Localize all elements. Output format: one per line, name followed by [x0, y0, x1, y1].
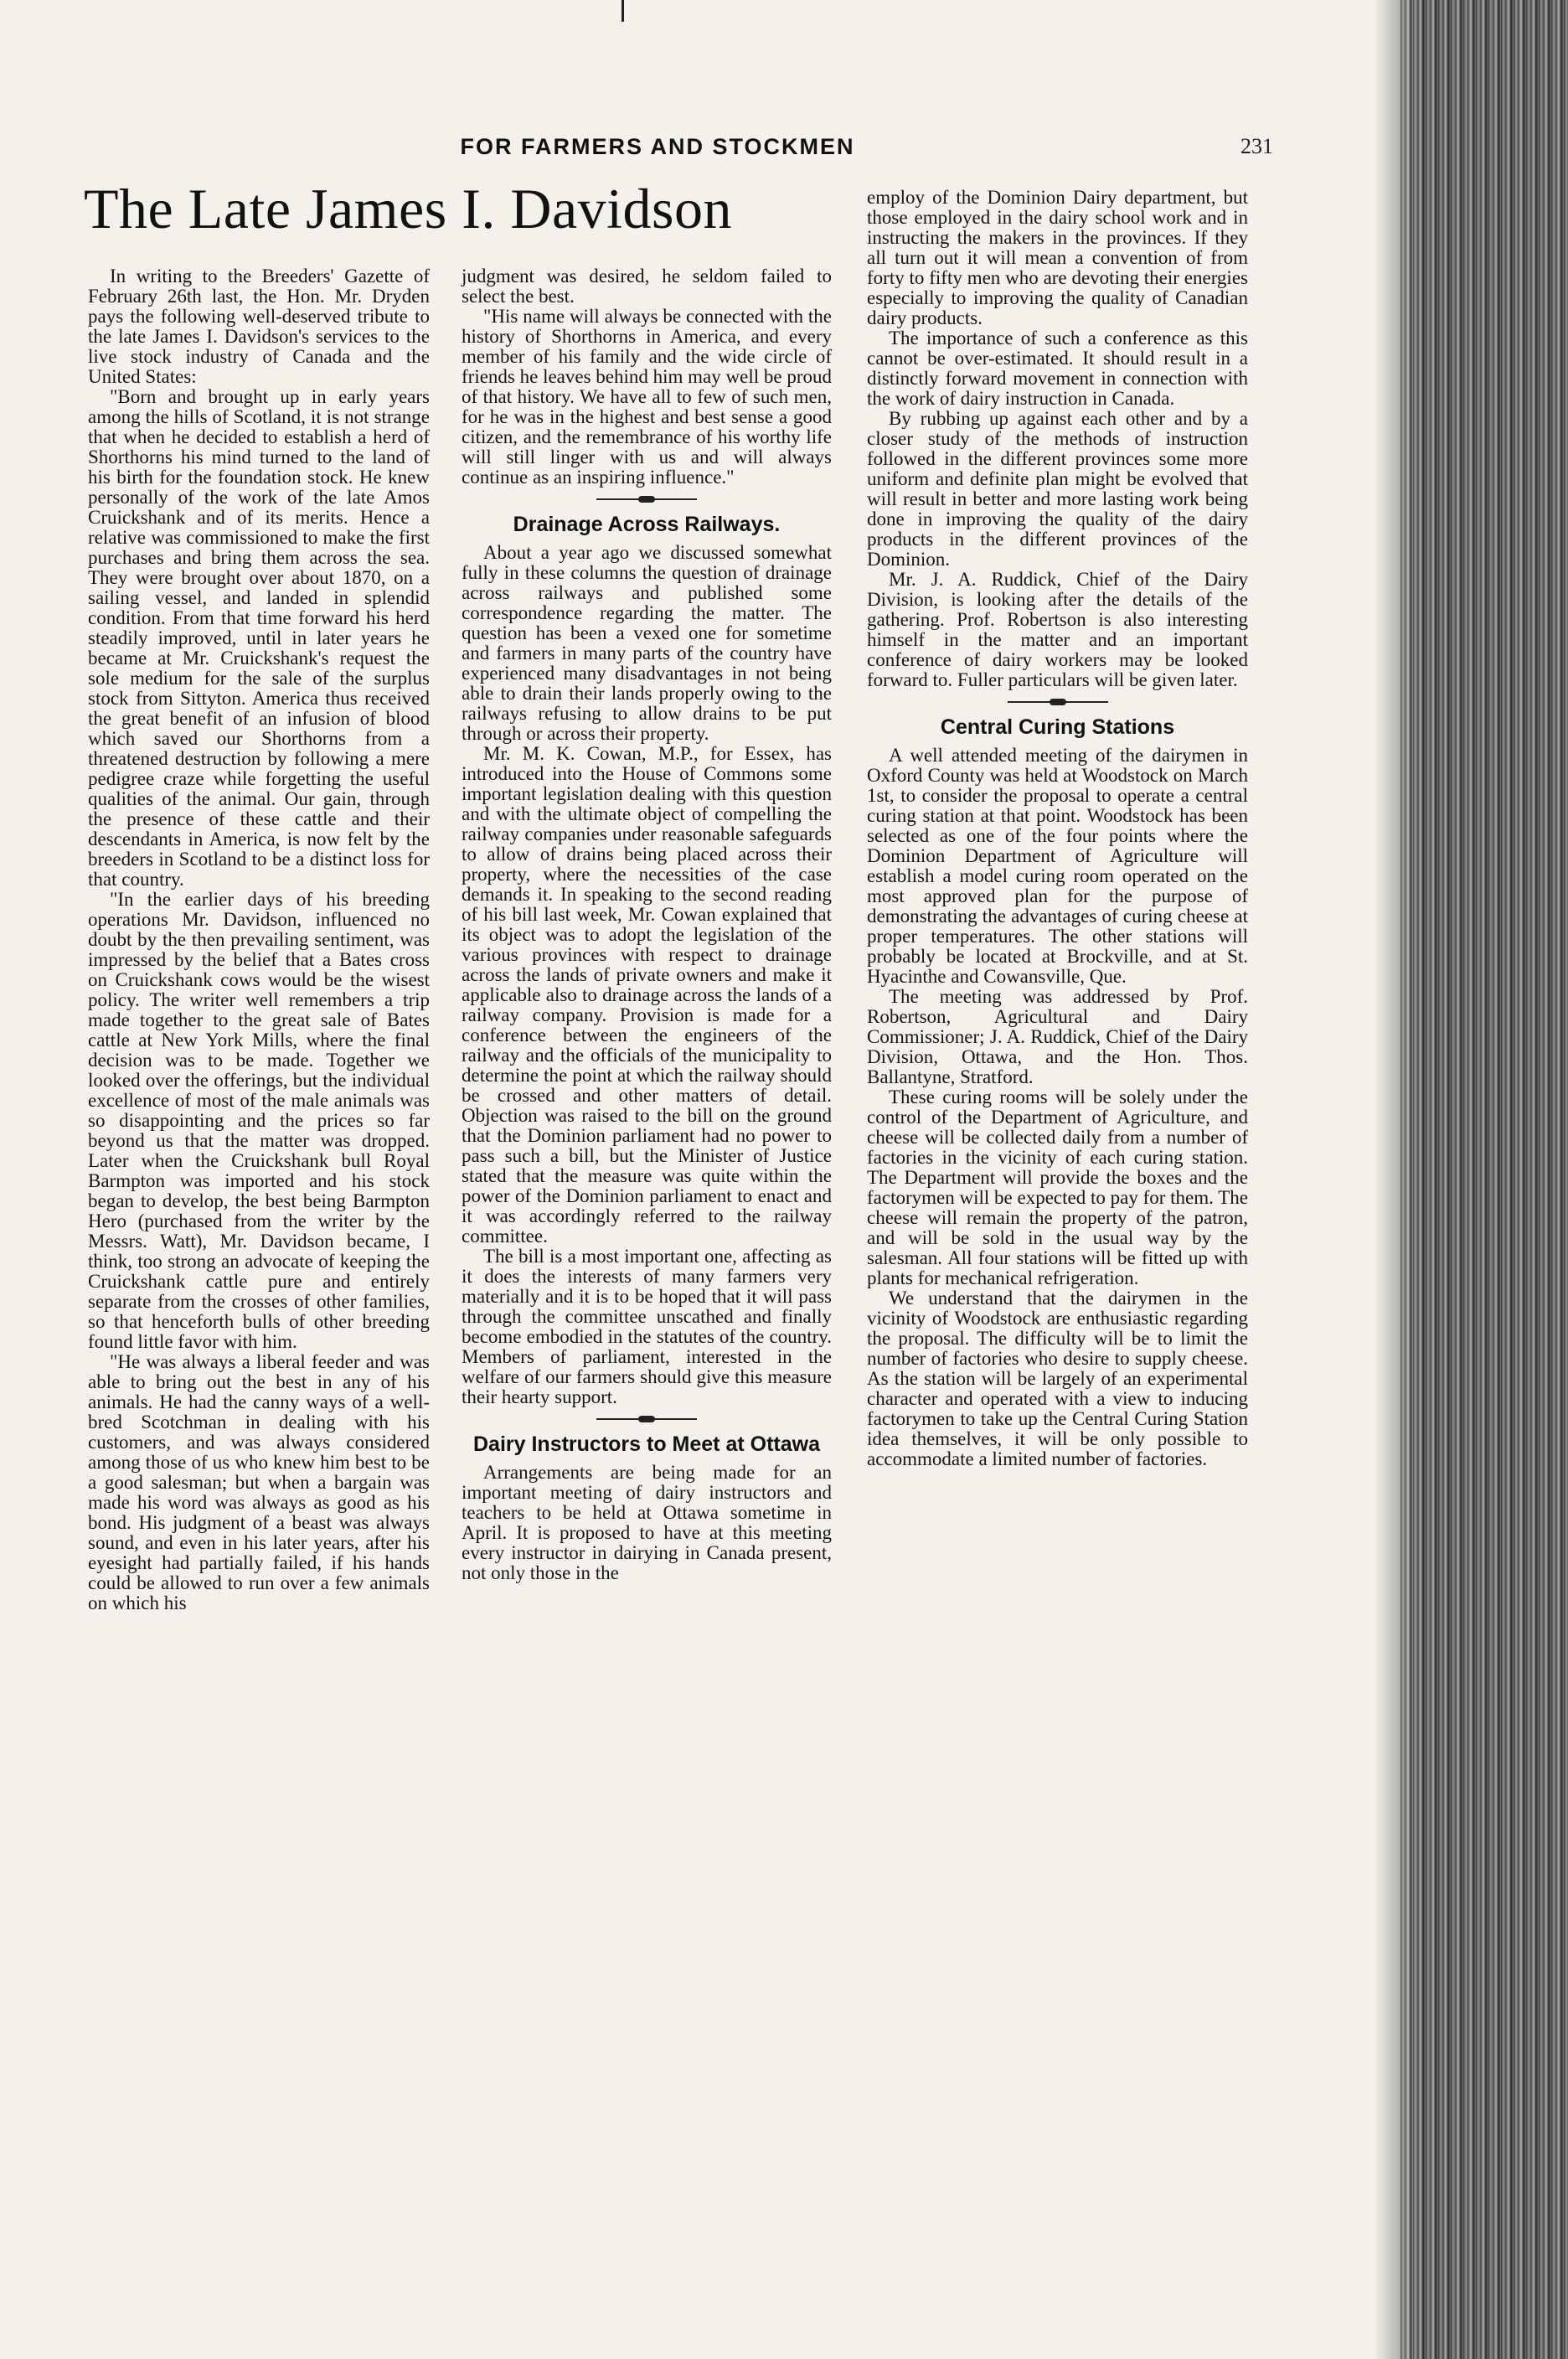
column-1 [88, 266, 430, 1613]
paragraph: judgment was desired, he seldom failed to select the best. [462, 266, 832, 307]
paragraph: These curing rooms will be solely under the control of the Department of Agriculture, and cheese will be collected daily from a number of factories in the vicinity of each curing station. The Department will provide the boxes and the factorymen will be expected to pay for them. The cheese will remain the property of the patron, and will be sold in the usual way by the salesman. All four stations will be fitted up with plants for mechanical refrigeration. [867, 1087, 1248, 1288]
page-number: 231 [1240, 134, 1273, 158]
paragraph: By rubbing up against each other and by a closer study of the methods of instruction followed in the different provinces some more uniform and definite plan might be evolved that will result in better and more lasting work being done in improving the quality of the dairy products in the different provinces of the Dominion. [867, 408, 1248, 570]
paragraph: Arrangements are being made for an important meeting of dairy instructors and teachers to be held at Ottawa sometime in April. It is proposed to have at this meeting every instructor in dairying in Canada present, not only those in the [462, 1462, 832, 1583]
column-3 [867, 188, 1248, 1469]
paragraph: Mr. J. A. Ruddick, Chief of the Dairy Division, is looking after the details of the gathering. Prof. Robertson is also interesting himself in the matter and an important conference of dairy workers may be looked forward to. Fuller particulars will be given later. [867, 569, 1248, 690]
paragraph: The bill is a most important one, affecting as it does the interests of many farmers very materially and it is to be hoped that it will pass through the committee unscathed and finally become embodied in the statutes of the country. Members of parliament, interested in the welfare of our farmers should give this measure their hearty support. [462, 1246, 832, 1407]
article-title: The Late James I. Davidson [84, 177, 732, 240]
paragraph: "Born and brought up in early years among the hills of Scotland, it is not strange that when he decided to establish a herd of Shorthorns his mind turned to the land of his birth for the foundation stock. He knew personally of the work of the late Amos Cruickshank and of its merits. Hence a relative was commissioned to make the first purchases and bring them across the sea. They were brought over about 1870, on a sailing vessel, and landed in splendid condition. From that time forward his herd steadily improved, until in later years he became at Mr. Cruickshank's request the sole medium for the sale of the surplus stock from Sittyton. America thus received the great benefit of an infusion of blood which saved our Shorthorns from a threatened destruction by following a mere pedigree craze while forgetting the useful qualities of the animal. Our gain, through the presence of these cattle and their descendants in America, is now felt by the breeders in Scotland to be a distinct loss for that country. [88, 386, 430, 890]
scan-mark [622, 0, 624, 22]
heading-drainage: Drainage Across Railways. [513, 513, 781, 536]
paragraph: We understand that the dairymen in the vicinity of Woodstock are enthusiastic regarding the proposal. The difficulty will be to limit the number of factories who desire to supply cheese. As the station will be largely of an experimental character and operated with a view to inducing factorymen to take up the Central Curing Station idea themselves, it will be only possible to accommodate a limited number of factories. [867, 1288, 1248, 1469]
section-divider [596, 1416, 697, 1422]
section-divider [1008, 699, 1108, 705]
paragraph: "His name will always be connected with the history of Shorthorns in America, and every member of his family and the wide circle of friends he leaves behind him may well be proud of that history. We have all to few of such men, for he was in the highest and best sense a good citizen, and the remembrance of his worthy life will still linger with us and will always continue as an inspiring influence." [462, 306, 832, 488]
paragraph: "He was always a liberal feeder and was able to bring out the best in any of his animals. He had the canny ways of a well-bred Scotchman in dealing with his customers, and was always considered among those of us who knew him best to be a good salesman; but when a bargain was made his word was always as good as his bond. His judgment of a beast was always sound, and even in his later years, after his eyesight had partially failed, if his hands could be allowed to run over a few animals on which his [88, 1351, 430, 1613]
paragraph: The meeting was addressed by Prof. Robertson, Agricultural and Dairy Commissioner; J. A. Ruddick, Chief of the Dairy Division, Ottawa, and the Hon. Thos. Ballantyne, Stratford. [867, 986, 1248, 1087]
paragraph: A well attended meeting of the dairymen in Oxford County was held at Woodstock on March 1st, to consider the proposal to operate a central curing station at that point. Woodstock has been selected as one of the four points where the Dominion Department of Agriculture will establish a model curing room operated on the most approved plan for the purpose of demonstrating the advantages of curing cheese at proper temperatures. The other stations will probably be located at Brockville, and at St. Hyacinthe and Cowansville, Que. [867, 745, 1248, 987]
paragraph: Mr. M. K. Cowan, M.P., for Essex, has introduced into the House of Commons some important legislation dealing with this question and with the ultimate object of compelling the railway companies under reasonable safeguards to allow of drains being placed across their property, where the necessities of the case demands it. In speaking to the second reading of his bill last week, Mr. Cowan explained that its object was to adopt the legislation of the various provinces with respect to drainage across the lands of private owners and make it applicable also to drainage across the lands of a railway company. Provision is made for a conference between the engineers of the railway and the officials of the municipality to determine the point at which the railway should be crossed and other matters of detail. Objection was raised to the bill on the ground that the Dominion parliament had no power to pass such a bill, but the Minister of Justice stated that the measure was quite within the power of the Dominion parliament to enact and it was accordingly referred to the railway committee. [462, 743, 832, 1247]
paragraph: employ of the Dominion Dairy department, but those employed in the dairy school work and in instructing the makers in the provinces. If they all turn out it will mean a convention of from forty to fifty men who are devoting their energies especially to improving the quality of Canadian dairy products. [867, 187, 1248, 328]
running-head: FOR FARMERS AND STOCKMEN [460, 134, 855, 159]
paragraph: The importance of such a conference as this cannot be over-estimated. It should result in a distinctly forward movement in connection with the work of dairy instruction in Canada. [867, 328, 1248, 409]
paragraph: In writing to the Breeders' Gazette of February 26th last, the Hon. Mr. Dryden pays the following well-deserved tribute to the late James I. Davidson's services to the live stock industry of Canada and the United States: [88, 266, 430, 387]
paragraph: "In the earlier days of his breeding operations Mr. Davidson, influenced no doubt by the then prevailing sentiment, was impressed by the belief that a Bates cross on Cruickshank cows would be the wisest policy. The writer well remembers a trip made together to the great sale of Bates cattle at New York Mills, where the final decision was to be made. Together we looked over the offerings, but the individual excellence of most of the male animals was so disappointing and the prices so far beyond us that the matter was dropped. Later when the Cruickshank bull Royal Barmpton was imported and his stock began to develop, the best being Barmpton Hero (purchased from the writer by the Messrs. Watt), Mr. Davidson became, I think, too strong an advocate of keeping the Cruickshank cattle pure and entirely separate from the crosses of other families, so that henceforth bulls of other breeding found little favor with him. [88, 889, 430, 1352]
heading-central-curing: Central Curing Stations [940, 715, 1175, 739]
heading-dairy-instructors: Dairy Instructors to Meet at Ottawa [473, 1432, 820, 1456]
book-page-edges [1400, 0, 1568, 2359]
section-divider [596, 496, 697, 503]
paragraph: About a year ago we discussed somewhat fully in these columns the question of drainage across railways and published some correspondence regarding the matter. The question has been a vexed one for sometime and farmers in many parts of the country have experienced many disadvantages in not being able to drain their lands properly owing to the railways refusing to allow drains to be put through or across their property. [462, 542, 832, 744]
column-2 [462, 266, 832, 1583]
